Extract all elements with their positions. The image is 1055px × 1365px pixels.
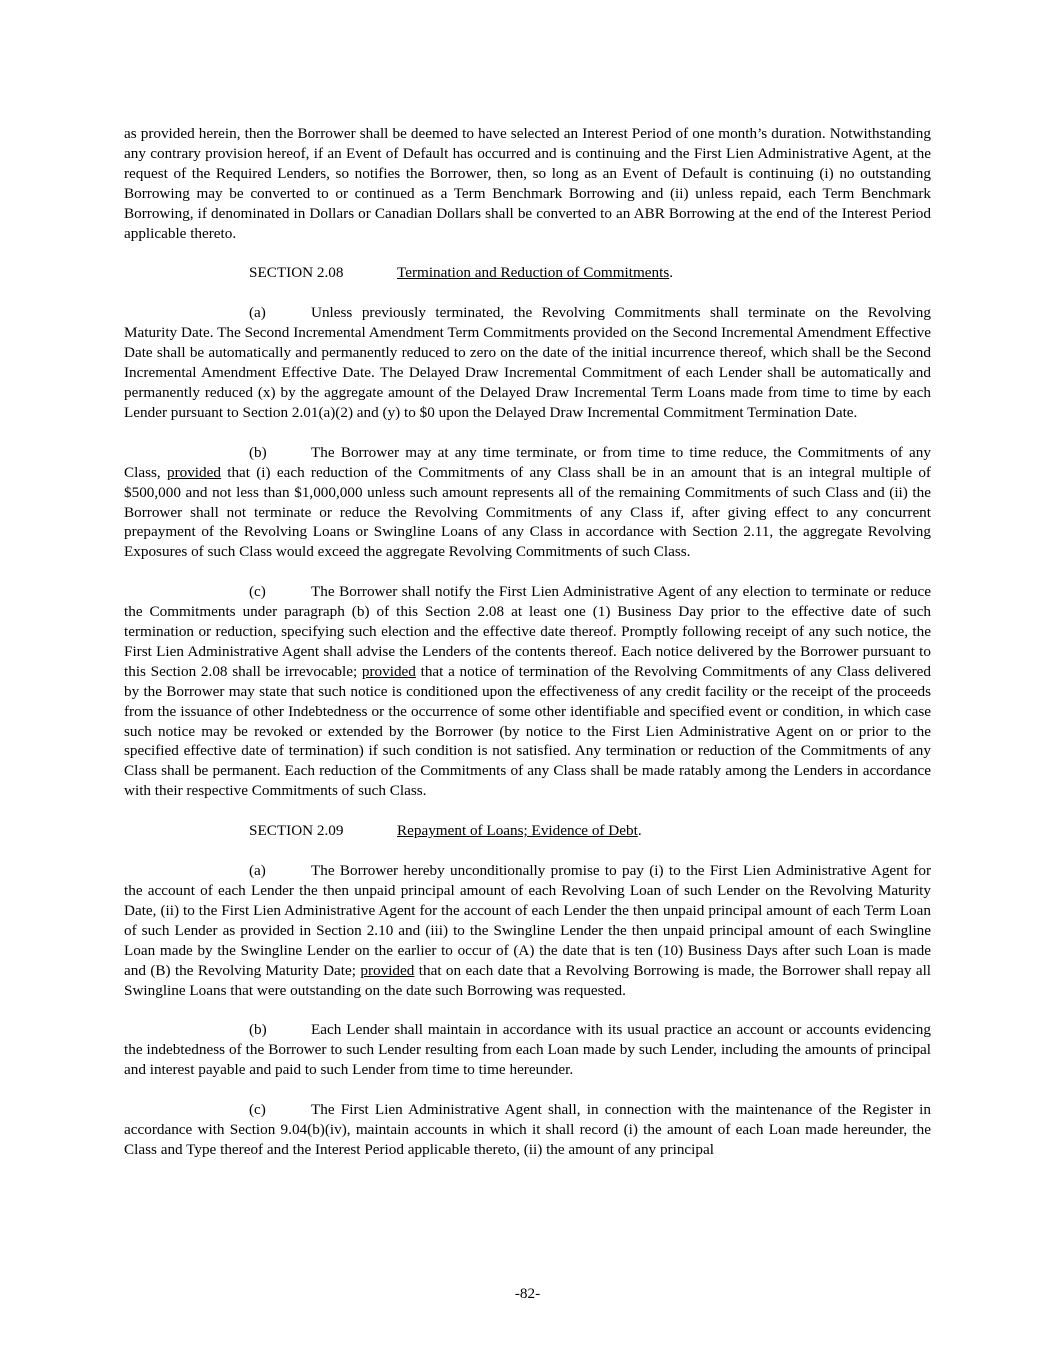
section-2-08-number: SECTION 2.08 [249,264,344,282]
section-2-08-a-text: Unless previously terminated, the Revolving Commitments shall terminate on the Revolving Maturity Date. The Second Incremental Amendment Term Commitments provided on the Second Incremental Amendment Effective Date shall be automatically and permanently reduced to zero on the date of the initial incurrence thereof, which shall be the Second Incremental Amendment Effective Date. The Delayed Draw Incremental Commitment of each Lender shall be automatically and permanently reduced (x) by the aggregate amount of the Delayed Draw Incremental Term Loans made from time to time by each Lender pursuant to Section 2.01(a)(2) and (y) to $0 upon the Delayed Draw Incremental Commitment Termination Date. [124,304,931,421]
section-2-09-a [124,861,931,1000]
section-2-08-c [124,582,931,801]
section-2-09-c-label: (c) [249,1101,266,1119]
section-2-09-period: . [637,822,642,840]
section-2-08-c-provided: provided [361,662,416,680]
document-page [124,124,931,1180]
section-2-08-b-label: (b) [249,443,267,461]
section-2-08-a [124,303,931,422]
section-2-09-a-text-2: that on each date that a Revolving Borrowing is made, the Borrower shall repay all Swingline Loans that were outstanding on the date such Borrowing was requested. [124,961,932,999]
intro-text: as provided herein, then the Borrower shall be deemed to have selected an Interest Period of one month’s duration. Notwithstanding any contrary provision hereof, if an Event of Default has occurred and is continuing and the First Lien Administrative Agent, at the request of the Required Lenders, so notifies the Borrower, then, so long as an Event of Default is continuing (i) no outstanding Borrowing may be converted to or continued as a Term Benchmark Borrowing and (ii) unless repaid, each Term Benchmark Borrowing, if denominated in Dollars or Canadian Dollars shall be converted to an ABR Borrowing at the end of the Interest Period applicable thereto. [124,125,931,242]
section-2-09-b-text: Each Lender shall maintain in accordance with its usual practice an account or accounts evidencing the indebtedness of the Borrower to such Lender resulting from each Loan made by such Lender, including the amounts of principal and interest payable and paid to such Lender from time to time hereunder. [124,1021,931,1079]
section-2-08-b [124,443,931,562]
page-number: -82- [514,1285,541,1302]
section-2-09-b-label: (b) [249,1021,267,1039]
section-2-08-a-label: (a) [249,304,266,322]
section-2-08-c-label: (c) [249,583,266,601]
section-2-08-heading [124,263,931,283]
section-2-09-heading [124,821,931,841]
section-2-09-c-text: The First Lien Administrative Agent shall, in connection with the maintenance of the Register in accordance with Section 9.04(b)(iv), maintain accounts in which it shall record (i) the amount of each Loan made hereunder, the Class and Type thereof and the Interest Period applicable thereto, (ii) the amount of any principal [124,1101,931,1158]
section-2-09-a-provided: provided [360,961,415,979]
section-2-09-number: SECTION 2.09 [249,822,344,840]
section-2-09-c [124,1100,931,1160]
section-2-08-b-text-2: that (i) each reduction of the Commitments of any Class shall be in an amount that is an integral multiple of $500,000 and not less than $1,000,000 unless such amount represents all of the remaining Commitments of such Class and (ii) the Borrower shall not terminate or reduce the Revolving Commitments of any Class if, after giving effect to any concurrent prepayment of the Revolving Loans or Swingline Loans of any Class in accordance with Section 2.11, the aggregate Revolving Exposures of such Class would exceed the aggregate Revolving Commitments of such Class. [124,463,931,561]
section-2-09-a-text-1: The Borrower hereby unconditionally promise to pay (i) to the First Lien Administrative Agent for the account of each Lender the then unpaid principal amount of each Revolving Loan of such Lender on the Revolving Maturity Date, (ii) to the First Lien Administrative Agent for the account of each Lender the then unpaid principal amount of each Term Loan of such Lender as provided in Section 2.10 and (iii) to the Swingline Lender the then unpaid principal amount of each Swingline Loan made by the Swingline Lender on the earlier to occur of (A) the date that is ten (10) Business Days after such Loan is made and (B) the Revolving Maturity Date; [124,862,931,979]
intro-paragraph [124,124,931,243]
section-2-08-title: Termination and Reduction of Commitments [397,264,670,282]
section-2-08-period: . [669,264,674,282]
section-2-09-a-label: (a) [249,862,266,880]
section-2-09-b [124,1020,931,1080]
section-2-08-c-text-2: that a notice of termination of the Revolving Commitments of any Class delivered by the Borrower may state that such notice is conditioned upon the effectiveness of any credit facility or the receipt of the proceeds from the issuance of other Indebtedness or the occurrence of some other identifiable and specified event or condition, in which case such notice may be revoked or extended by the Borrower (by notice to the First Lien Administrative Agent on or prior to the specified effective date of termination) if such condition is not satisfied. Any termination or reduction of the Commitments of any Class shall be permanent. Each reduction of the Commitments of any Class shall be made ratably among the Lenders in accordance with their respective Commitments of such Class. [124,662,931,800]
section-2-09-title: Repayment of Loans; Evidence of Debt [397,822,638,840]
section-2-08-b-text-1: The Borrower may at any time terminate, or from time to time reduce, the Commitments of any Class, [124,443,931,481]
section-2-08-b-provided: provided [166,463,221,481]
section-2-08-c-text-1: The Borrower shall notify the First Lien Administrative Agent of any election to terminate or reduce the Commitments under paragraph (b) of this Section 2.08 at least one (1) Business Day prior to the effective date of such termination or reduction, specifying such election and the effective date thereof. Promptly following receipt of any such notice, the First Lien Administrative Agent shall advise the Lenders of the contents thereof. Each notice delivered by the Borrower pursuant to this Section 2.08 shall be irrevocable; [124,583,931,680]
